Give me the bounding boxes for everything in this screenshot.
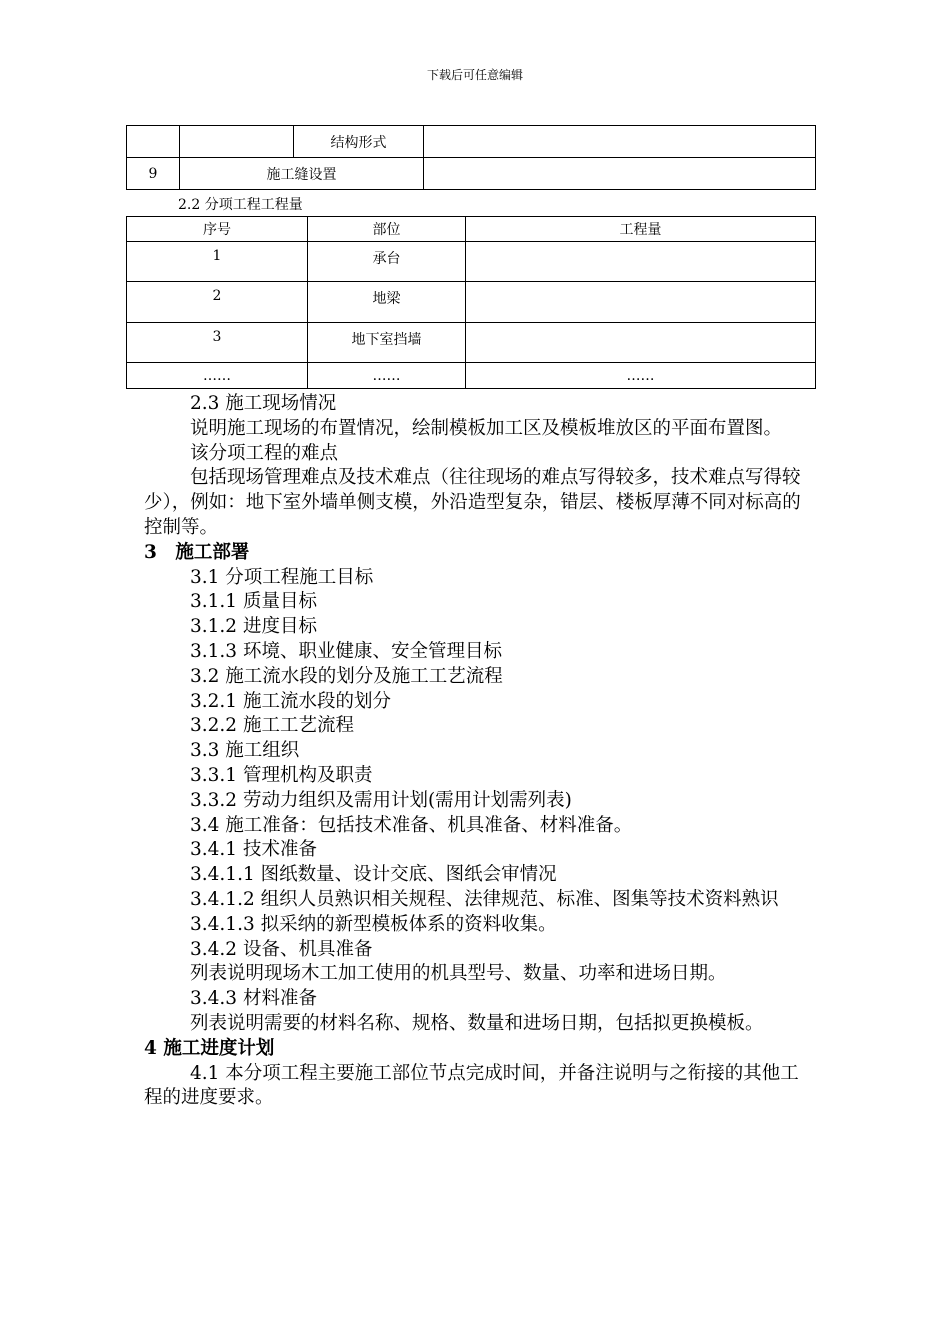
section-heading: 3.4.1.1 图纸数量、设计交底、图纸会审情况 xyxy=(190,864,557,886)
table-row xyxy=(127,158,816,190)
table-cell: 地梁 xyxy=(308,282,466,323)
paragraph: 包括现场管理难点及技术难点（往往现场的难点写得较多，技术难点写得较少），例如：地下室外墙单侧支模，外沿造型复杂，错层、楼板厚薄不同对标高的控制等。 xyxy=(144,467,801,538)
table-cell: 承台 xyxy=(308,242,466,282)
paragraph: 4.1 本分项工程主要施工部位节点完成时间，并备注说明与之衔接的其他工程的进度要求。 xyxy=(144,1062,799,1109)
table-cell: …… xyxy=(127,363,308,389)
section-heading: 3.2 施工流水段的划分及施工工艺流程 xyxy=(190,665,503,687)
section-heading: 3.3 施工组织 xyxy=(190,740,300,762)
table-header-cell: 部位 xyxy=(308,217,466,242)
table-cell: 地下室挡墙 xyxy=(308,323,466,363)
table-cell xyxy=(127,126,180,158)
table-cell xyxy=(424,158,816,190)
section-caption: 2.2 分项工程工程量 xyxy=(178,197,303,213)
table-cell: …… xyxy=(308,363,466,389)
section-heading: 3.1.1 质量目标 xyxy=(190,591,317,613)
table-cell: 1 xyxy=(127,242,308,282)
table-cell xyxy=(466,282,816,323)
paragraph: 列表说明现场木工加工使用的机具型号、数量、功率和进场日期。 xyxy=(190,963,727,985)
section-heading: 3.4.1 技术准备 xyxy=(190,839,317,861)
section-heading: 2.3 施工现场情况 xyxy=(190,393,337,414)
quantity-table xyxy=(126,216,816,389)
paragraph: 列表说明需要的材料名称、规格、数量和进场日期，包括拟更换模板。 xyxy=(190,1012,764,1034)
chapter-heading: 4 施工进度计划 xyxy=(144,1037,275,1059)
table-header-row xyxy=(127,217,816,242)
table-cell xyxy=(424,126,816,158)
paragraph: 说明施工现场的布置情况，绘制模板加工区及模板堆放区的平面布置图。 xyxy=(190,417,783,439)
section-heading: 3.4.2 设备、机具准备 xyxy=(190,938,373,960)
section-heading: 该分项工程的难点 xyxy=(190,442,339,464)
section-heading: 3.1.2 进度目标 xyxy=(190,616,317,638)
paragraph: 3.4.1.2 组织人员熟识相关规程、法律规范、标准、图集等技术资料熟识 xyxy=(190,888,779,910)
section-heading: 3.2.2 施工工艺流程 xyxy=(190,715,354,737)
structure-table xyxy=(126,125,816,190)
table-cell: 2 xyxy=(127,282,308,323)
section-heading: 3.3.1 管理机构及职责 xyxy=(190,764,373,786)
table-cell: 9 xyxy=(127,158,180,190)
table-header-cell: 序号 xyxy=(127,217,308,242)
table-row xyxy=(127,242,816,282)
table-cell: 施工缝设置 xyxy=(180,158,424,190)
table-cell: 结构形式 xyxy=(294,126,424,158)
section-heading: 3.3.2 劳动力组织及需用计划(需用计划需列表) xyxy=(190,789,572,811)
chapter-heading: 3 施工部署 xyxy=(144,541,250,563)
section-heading: 3.4.3 材料准备 xyxy=(190,988,317,1010)
table-row xyxy=(127,323,816,363)
table-row xyxy=(127,282,816,323)
header-note: 下载后可任意编辑 xyxy=(426,68,523,82)
table-row xyxy=(127,363,816,389)
table-cell xyxy=(180,126,294,158)
section-heading: 3.1 分项工程施工目标 xyxy=(190,566,374,588)
section-heading: 3.4.1.3 拟采纳的新型模板体系的资料收集。 xyxy=(190,913,557,935)
section-heading: 3.2.1 施工流水段的划分 xyxy=(190,690,391,712)
section-heading: 3.4 施工准备：包括技术准备、机具准备、材料准备。 xyxy=(190,814,633,836)
document-body xyxy=(144,392,808,1111)
table-cell: 3 xyxy=(127,323,308,363)
table-row xyxy=(127,126,816,158)
table-cell xyxy=(466,242,816,282)
section-heading: 3.1.3 环境、职业健康、安全管理目标 xyxy=(190,640,502,662)
table-header-cell: 工程量 xyxy=(466,217,816,242)
table-cell: …… xyxy=(466,363,816,389)
table-cell xyxy=(466,323,816,363)
